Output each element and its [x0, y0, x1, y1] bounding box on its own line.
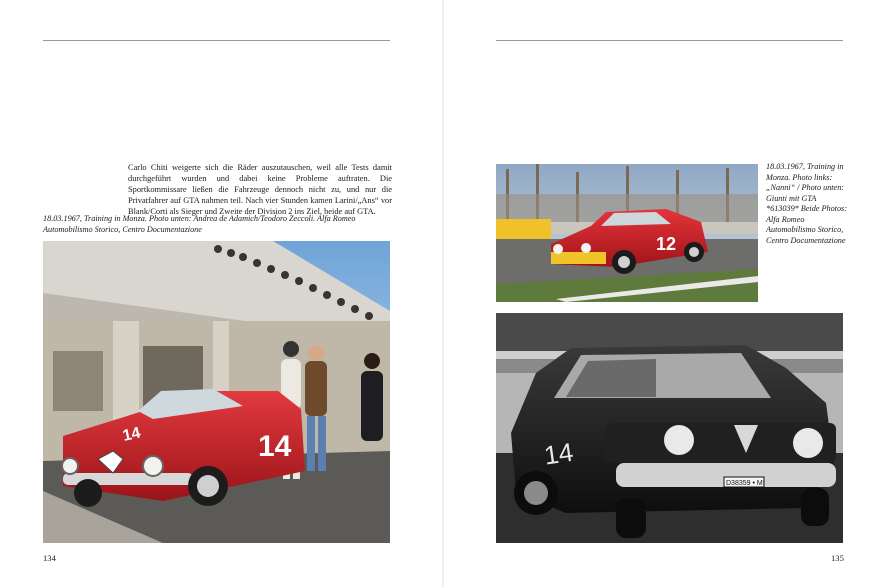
racing-photo-top: [496, 164, 758, 302]
car-number-14: 14: [258, 430, 292, 463]
header-rule-right: [496, 40, 843, 41]
book-gutter: [442, 0, 444, 587]
page-number-right: 135: [831, 553, 844, 563]
header-rule-left: [43, 40, 390, 41]
svg-text:14: 14: [542, 436, 575, 471]
caption-left: 18.03.1967, Training in Monza. Photo unten: Andrea de Adamich/Teodoro Zeccoli. Alfa Romeo Automobilismo Storico, Centro Documentazione: [43, 214, 356, 234]
license-plate: D38359 • MI: [726, 480, 765, 487]
caption-right: 18.03.1967, Training in Monza. Photo links: „Nanni“ / Photo unten: Giunti mit GTA *613039* Beide Photos: Alfa Romeo Automobilismo Storico, Centro Documentazione: [766, 162, 847, 245]
pit-lane-photo: [43, 241, 390, 543]
svg-text:14: 14: [121, 424, 143, 445]
car-number-12: 12: [656, 234, 677, 254]
racing-photo-bottom: [496, 313, 843, 543]
body-text: Carlo Chiti weigerte sich die Räder auszutauschen, weil alle Tests damit durchgeführt wurden und dabei keine Probleme auftraten. Die Sportkommissare ließen die Fahrzeuge dennoch nicht zu, und nur die Privatfahrer auf GTA nahmen teil. Nach vier Stunden kamen Larini/„Ans“ vor Blank/Corti als Sieger und Zweite der Division 2 ins Ziel, beide auf GTA.: [128, 163, 392, 216]
page-number-left: 134: [43, 553, 56, 563]
